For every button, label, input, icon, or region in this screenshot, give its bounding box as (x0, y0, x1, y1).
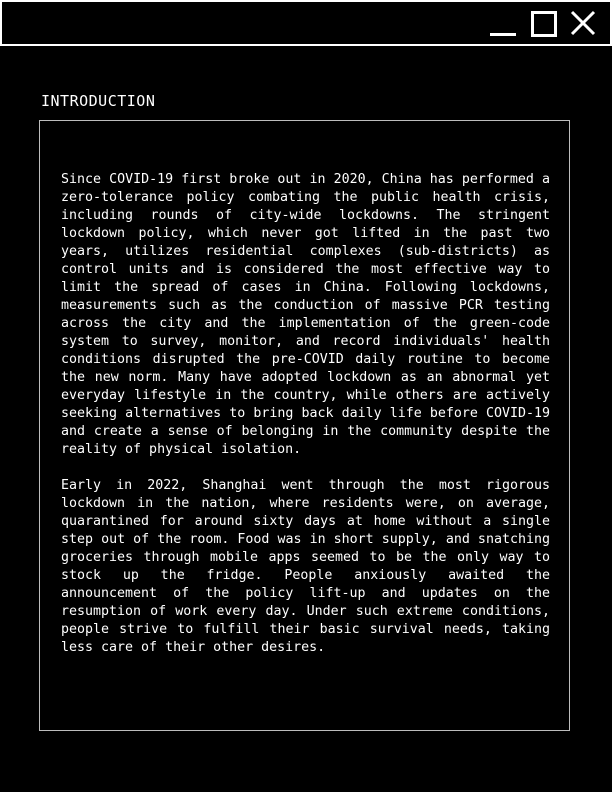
content-panel (39, 120, 570, 731)
content-text (61, 171, 550, 675)
minimize-button[interactable] (490, 10, 516, 36)
close-button[interactable] (570, 10, 596, 36)
minimize-icon (490, 33, 516, 36)
window-controls (490, 10, 596, 36)
section-heading: INTRODUCTION (41, 92, 156, 110)
paragraph-1: Since COVID-19 first broke out in 2020, China has performed a zero-tolerance policy combating the public health crisis, including rounds of city-wide lockdowns. The stringent lockdown policy, which never got lifted in the past two years, utilizes residential complexes (sub-districts) as control units and is considered the most effective way to limit the spread of cases in China. Following lockdowns, measurements such as the conduction of massive PCR testing across the city and the implementation of the green-code system to survey, monitor, and record individuals' health conditions disrupted the pre-COVID daily routine to become the new norm. Many have adopted lockdown as an abnormal yet everyday lifestyle in the country, while others are actively seeking alternatives to bring back daily life before COVID-19 and create a sense of belonging in the community despite the reality of physical isolation. (61, 172, 550, 457)
window-titlebar (0, 0, 612, 46)
maximize-button[interactable] (530, 10, 556, 36)
close-icon (570, 10, 596, 36)
paragraph-2: Early in 2022, Shanghai went through the most rigorous lockdown in the nation, where residents were, on average, quarantined for around sixty days at home without a single step out of the room. Food was in short supply, and snatching groceries through mobile apps seemed to be the only way to stock up the fridge. People anxiously awaited the announcement of the policy lift-up and updates on the resumption of work every day. Under such extreme conditions, people strive to fulfill their basic survival needs, taking less care of their other desires. (61, 478, 550, 655)
maximize-icon (531, 11, 557, 37)
